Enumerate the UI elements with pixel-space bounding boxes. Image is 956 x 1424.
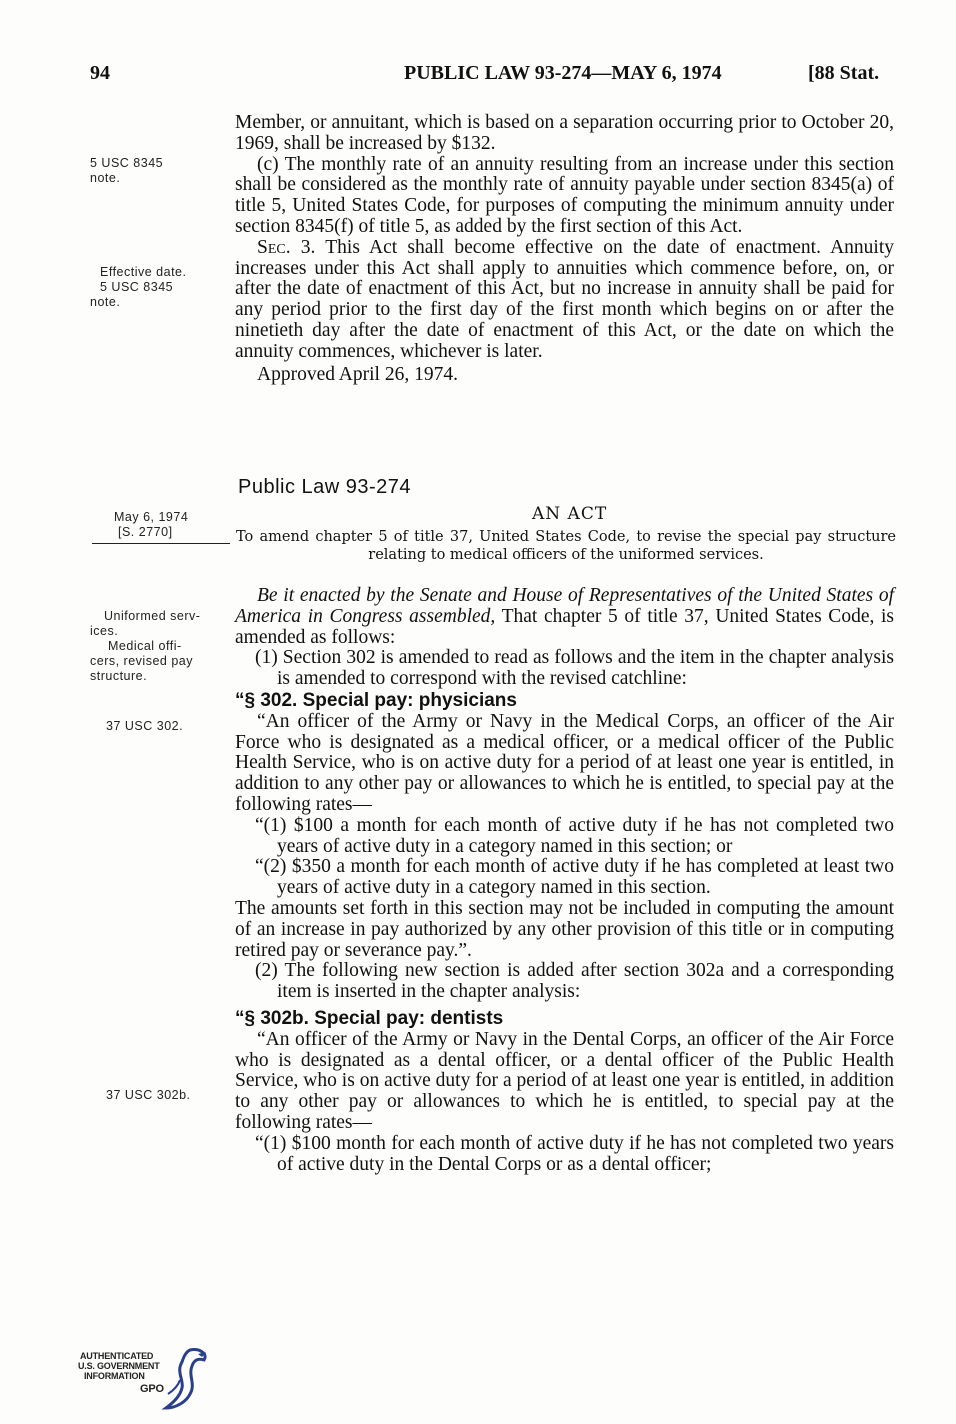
section-302-body: “An officer of the Army or Navy in the Medical Corps, an officer of the Air Force who is designated as a medical officer, or a medical officer of the Public Health Service, who is on active duty for a period of at least one year is entitled, in addition to any other pay or allowances to which he is entitled, to special pay at the following rates— <box>235 710 894 815</box>
main-text-block-2 <box>235 586 894 1175</box>
page-number: 94 <box>90 62 110 84</box>
section-302b-body: “An officer of the Army or Navy in the Dental Corps, an officer of the Air Force who is designated as a dental officer, or a dental officer of the Public Health Service, who is on active duty for a period of at least one year is entitled, in addition to any other pay or allowances to which he is entitled, to special pay at the following rates— <box>235 1028 894 1133</box>
item-1: (1) Section 302 is amended to read as follows and the item in the chapter analysis is amended to correspond with the revised catchline: <box>255 647 894 690</box>
main-text-block-1 <box>235 113 894 385</box>
margin-note-line: Medical offi- <box>108 639 182 653</box>
margin-note-line: 5 USC 8345 <box>90 156 164 170</box>
act-purpose: To amend chapter 5 of title 37, United States Code, to revise the special pay structure relating to medical officers of the uniformed services. <box>236 529 896 563</box>
law-title: Public Law 93-274 <box>238 476 412 498</box>
paragraph-c: (c) The monthly rate of an annuity resulting from an increase under this section shall be considered as the monthly rate of annuity payable under section 8345(a) of title 5, United States Code, for purposes of computing the minimum annuity under section 8345(f) of title 5, as added by the first section of this Act. <box>235 153 894 237</box>
an-act-heading: AN ACT <box>532 504 608 524</box>
seal-line-4: GPO <box>140 1383 164 1395</box>
volume-citation: [88 Stat. <box>808 62 880 84</box>
section-302-item-1: “(1) $100 a month for each month of active duty if he has not completed two years of active duty in a category named in this section; or <box>255 814 894 857</box>
margin-note-uniformed-services <box>90 609 244 684</box>
section-label: Sec. 3. <box>257 236 316 258</box>
eagle-icon <box>160 1346 210 1412</box>
running-title: PUBLIC LAW 93-274—MAY 6, 1974 <box>404 62 722 84</box>
gpo-authentication-seal <box>78 1346 218 1416</box>
margin-note-line: structure. <box>90 669 148 683</box>
enacting-clause-rest: That chapter 5 of title 37, United States Code, is amended as follows: <box>235 605 895 648</box>
section-302-tail: The amounts set forth in this section may not be included in computing the amount of an increase in pay authorized by any other provision of this title or in computing retired pay or severance pay.”. <box>235 897 894 961</box>
margin-note-line: Effective date. <box>100 265 187 279</box>
enacting-clause-italic: Be it enacted by the Senate and House of Representatives of the United States of America in Congress assembled, <box>235 585 894 627</box>
margin-note-37-usc-302b: 37 USC 302b. <box>106 1088 191 1102</box>
margin-note-line: [S. 2770] <box>118 525 173 539</box>
paragraph-continuation: Member, or annuitant, which is based on a separation occurring prior to October 20, 1969, shall be increased by $132. <box>235 112 894 154</box>
approved-date: Approved April 26, 1974. <box>257 363 458 385</box>
margin-note-usc-8345 <box>90 156 230 186</box>
section-302b-heading: “§ 302b. Special pay: dentists <box>235 1007 504 1029</box>
item-2: (2) The following new section is added after section 302a and a corresponding item is inserted in the chapter analysis: <box>255 960 894 1003</box>
section-302-item-2: “(2) $350 a month for each month of active duty if he has completed at least two years of active duty in a category named in this section. <box>255 856 894 899</box>
margin-divider <box>92 543 230 544</box>
margin-note-date <box>114 510 254 540</box>
section-302b-item-1: “(1) $100 month for each month of active duty if he has not completed two years of active duty in the Dental Corps or as a dental officer; <box>255 1132 894 1175</box>
margin-note-37-usc-302: 37 USC 302. <box>106 719 184 733</box>
margin-note-line: 5 USC 8345 <box>100 280 174 294</box>
enacting-clause <box>235 586 894 648</box>
margin-note-effective-date <box>90 265 230 310</box>
section-302-heading: “§ 302. Special pay: physicians <box>235 689 517 711</box>
margin-note-line: ices. <box>90 624 119 638</box>
margin-note-line: May 6, 1974 <box>114 510 189 524</box>
section-text: This Act shall become effective on the date of enactment. Annuity increases under this Act shall apply to annuities which commence before, on, or after the date of enactment of this Act, but no increase in annuity shall be paid for any period prior to the first day of the first month which begins on or after the ninetieth day after the date of enactment of this Act, or the date on which the annuity commences, whichever is later. <box>235 236 894 362</box>
margin-note-line: note. <box>90 171 121 185</box>
margin-note-line: Uniformed serv- <box>104 609 201 623</box>
seal-line-1: AUTHENTICATED <box>80 1351 154 1361</box>
margin-note-line: note. <box>90 295 121 309</box>
seal-line-3: INFORMATION <box>84 1371 145 1381</box>
margin-note-line: cers, revised pay <box>90 654 193 668</box>
seal-line-2: U.S. GOVERNMENT <box>78 1361 160 1371</box>
paragraph-sec-3 <box>235 238 894 363</box>
